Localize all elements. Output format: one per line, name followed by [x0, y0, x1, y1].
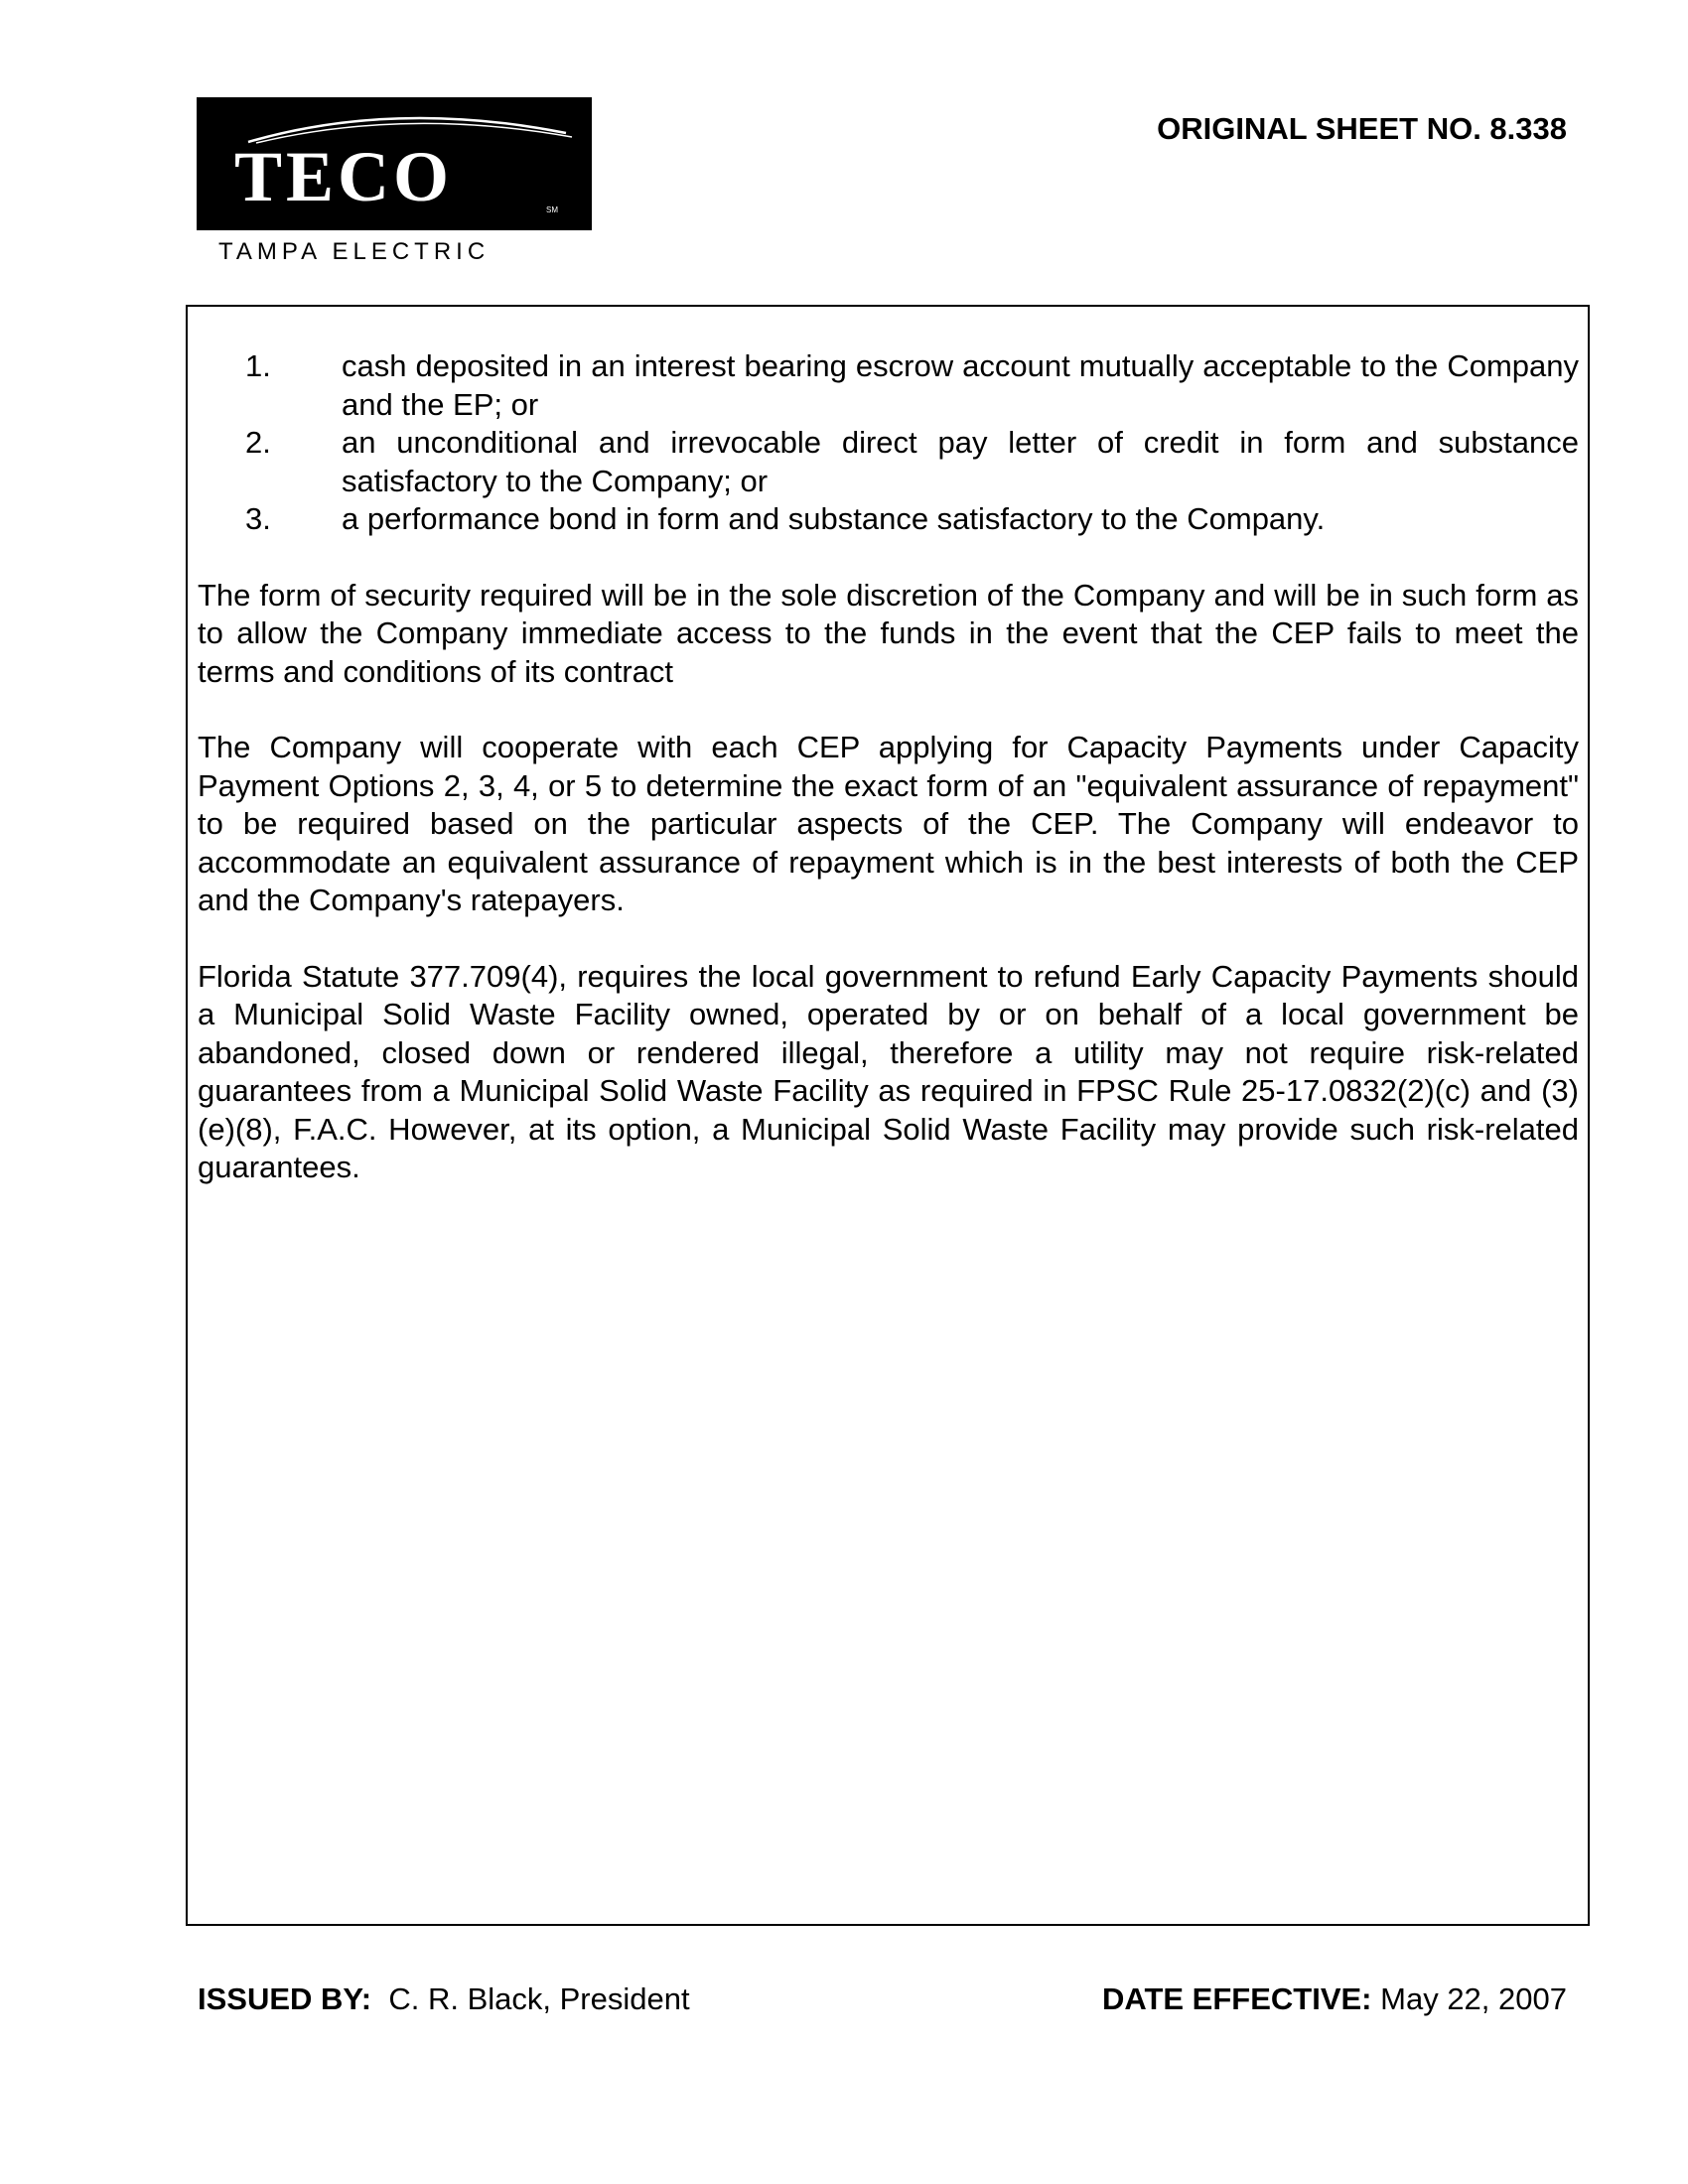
issued-by-value: C. R. Black, President [388, 1981, 690, 2016]
date-effective-value: May 22, 2007 [1380, 1981, 1567, 2016]
logo-emblem [197, 97, 592, 230]
document-body [198, 347, 1579, 1187]
paragraph-equivalent-assurance: The Company will cooperate with each CEP applying for Capacity Payments under Capacity Payment Options 2, 3, 4, or 5 to determine the exact form of an "equivalent assurance of repayment" to be required based on the particular aspects of the CEP. The Company will endeavor to accommodate an equivalent assurance of repayment which is in the best interests of both the CEP and the Company's ratepayers. [198, 730, 1579, 917]
list-item-text: cash deposited in an interest bearing escrow account mutually acceptable to the Company and the EP; or [342, 348, 1579, 422]
paragraph-security-form: The form of security required will be in the sole discretion of the Company and will be in such form as to allow the Company immediate access to the funds in the event that the CEP fails to meet the terms and conditions of its contract [198, 577, 1579, 689]
sheet-number: ORIGINAL SHEET NO. 8.338 [1157, 111, 1567, 146]
list-item-text: an unconditional and irrevocable direct pay letter of credit in form and substance satisfactory to the Company; or [342, 425, 1579, 498]
logo-text: TECO [234, 137, 454, 216]
list-item [198, 424, 1579, 500]
list-item [198, 347, 1579, 424]
list-item-text: a performance bond in form and substance satisfactory to the Company. [342, 501, 1326, 536]
paragraph-florida-statute: Florida Statute 377.709(4), requires the local government to refund Early Capacity Payments should a Municipal Solid Waste Facility owned, operated by or on behalf of a local government be abandoned, closed down or rendered illegal, therefore a utility may not require risk-related guarantees from a Municipal Solid Waste Facility as required in FPSC Rule 25-17.0832(2)(c) and (3)(e)(8), F.A.C. However, at its option, a Municipal Solid Waste Facility may provide such risk-related guarantees. [198, 958, 1579, 1184]
logo-subtitle: TAMPA ELECTRIC [218, 238, 491, 265]
issued-by-label: ISSUED BY: [198, 1981, 372, 2016]
svg-text:SM: SM [546, 205, 558, 214]
security-options-list [198, 347, 1579, 539]
date-effective-label: DATE EFFECTIVE: [1101, 1981, 1372, 2016]
issued-by [198, 1981, 690, 2017]
list-item [198, 500, 1579, 539]
list-item-number: 1. [245, 348, 271, 383]
list-item-number: 2. [245, 425, 271, 460]
list-item-number: 3. [245, 501, 271, 536]
date-effective [1102, 1981, 1567, 2017]
